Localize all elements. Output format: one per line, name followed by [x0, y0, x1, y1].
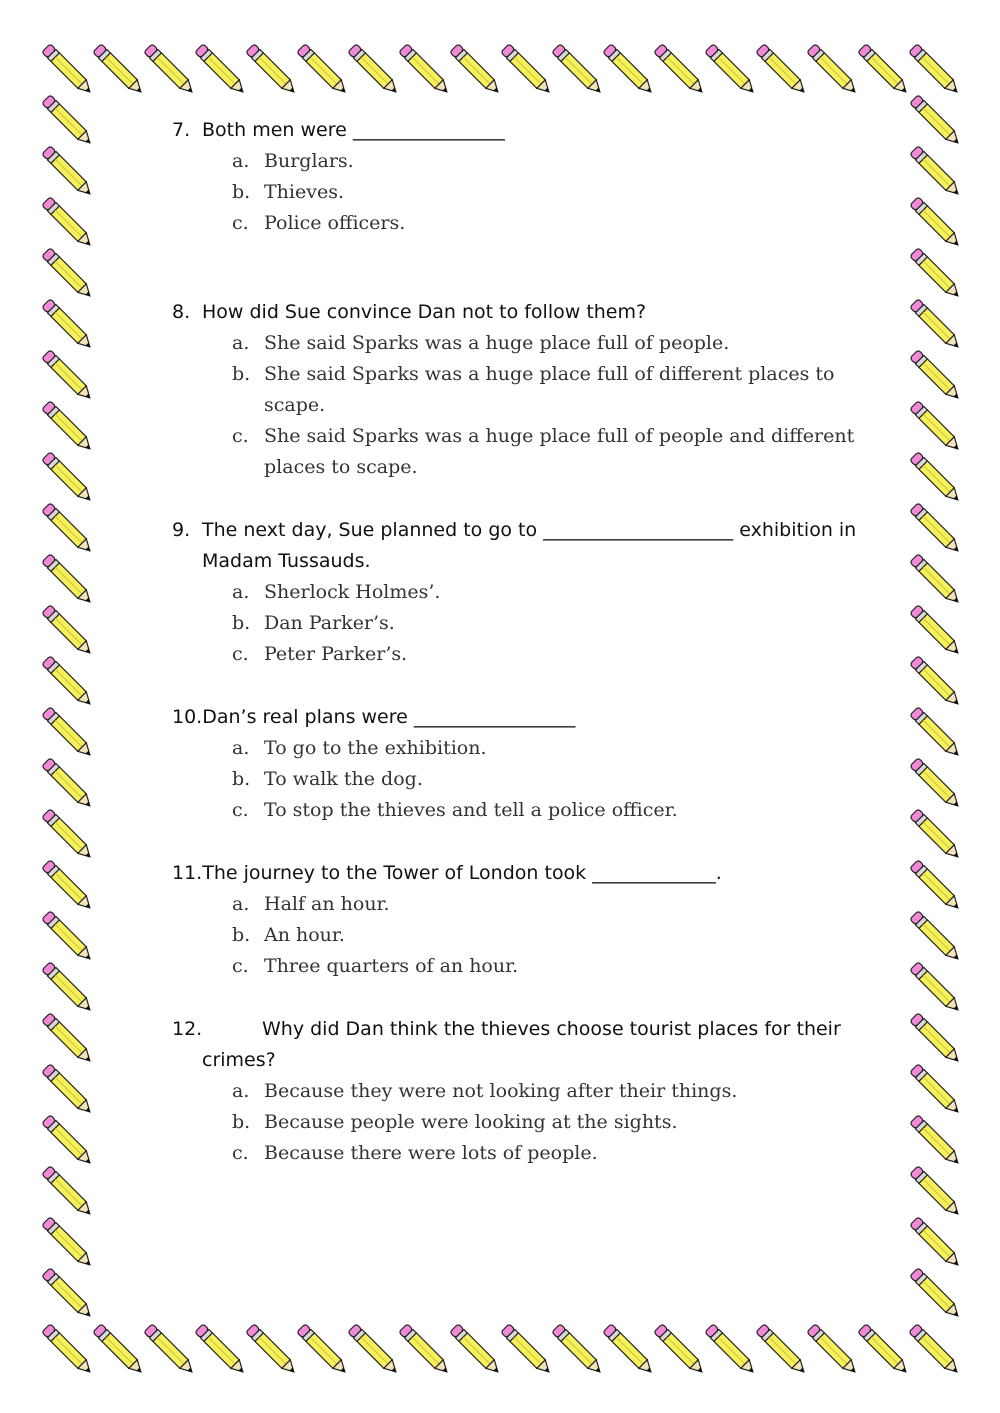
- question-12: [172, 1014, 862, 1169]
- option-c[interactable]: [232, 1138, 862, 1169]
- option-text: She said Sparks was a huge place full of different places to scape.: [264, 363, 835, 416]
- option-letter: b.: [232, 768, 251, 790]
- option-letter: b.: [232, 612, 251, 634]
- option-a[interactable]: [232, 146, 862, 177]
- pencil-icon: [499, 1322, 555, 1378]
- option-a[interactable]: [232, 889, 862, 920]
- question-number: 10.: [172, 706, 203, 728]
- pencil-icon: [40, 807, 96, 863]
- pencil-icon: [40, 399, 96, 455]
- pencil-icon: [40, 297, 96, 353]
- pencil-icon: [908, 93, 964, 149]
- option-c[interactable]: [232, 421, 862, 483]
- option-letter: a.: [232, 893, 250, 915]
- pencil-icon: [40, 705, 96, 761]
- pencil-icon: [703, 42, 759, 98]
- option-text: To stop the thieves and tell a police officer.: [264, 799, 678, 821]
- option-letter: c.: [232, 955, 249, 977]
- option-b[interactable]: [232, 764, 862, 795]
- option-text: Sherlock Holmes’.: [264, 581, 441, 603]
- pencil-icon: [550, 1322, 606, 1378]
- option-c[interactable]: [232, 208, 862, 239]
- pencil-icon: [40, 144, 96, 200]
- pencil-icon: [908, 756, 964, 812]
- option-text: Dan Parker’s.: [264, 612, 395, 634]
- pencil-icon: [908, 1266, 964, 1322]
- option-text: Because people were looking at the sights.: [264, 1111, 678, 1133]
- question-number: 12.: [172, 1018, 203, 1040]
- options-list: [172, 577, 862, 670]
- pencil-icon: [908, 1011, 964, 1067]
- pencil-icon: [908, 807, 964, 863]
- option-text: Because there were lots of people.: [264, 1142, 598, 1164]
- option-letter: b.: [232, 181, 251, 203]
- option-b[interactable]: [232, 920, 862, 951]
- pencil-icon: [397, 1322, 453, 1378]
- pencil-icon: [40, 93, 96, 149]
- option-text: To walk the dog.: [264, 768, 423, 790]
- pencil-icon: [40, 960, 96, 1016]
- option-b[interactable]: [232, 1107, 862, 1138]
- pencil-icon: [754, 1322, 810, 1378]
- options-list: [172, 1076, 862, 1169]
- pencil-icon: [40, 1215, 96, 1271]
- option-text: Burglars.: [264, 150, 354, 172]
- question-number: 11.: [172, 862, 203, 884]
- pencil-icon: [908, 1215, 964, 1271]
- pencil-icon: [908, 552, 964, 608]
- question-number: 7.: [172, 119, 191, 141]
- pencil-icon: [244, 42, 300, 98]
- question-text: Dan’s real plans were _________________: [202, 706, 576, 728]
- option-c[interactable]: [232, 951, 862, 982]
- option-text: She said Sparks was a huge place full of people.: [264, 332, 730, 354]
- pencil-icon: [40, 603, 96, 659]
- pencil-icon: [908, 960, 964, 1016]
- question-10: [172, 702, 862, 826]
- pencil-icon: [40, 42, 96, 98]
- question-9: [172, 515, 862, 670]
- option-letter: c.: [232, 799, 249, 821]
- pencil-icon: [40, 1062, 96, 1118]
- pencil-icon: [908, 909, 964, 965]
- option-letter: c.: [232, 643, 249, 665]
- pencil-icon: [908, 705, 964, 761]
- pencil-icon: [91, 42, 147, 98]
- option-text: Police officers.: [264, 212, 406, 234]
- question-text: How did Sue convince Dan not to follow them?: [202, 301, 647, 323]
- option-letter: a.: [232, 737, 250, 759]
- question-text: Why did Dan think the thieves choose tourist places for their crimes?: [202, 1018, 841, 1071]
- pencil-icon: [907, 42, 963, 98]
- option-letter: b.: [232, 924, 251, 946]
- options-list: [172, 733, 862, 826]
- pencil-icon: [40, 909, 96, 965]
- option-letter: b.: [232, 363, 251, 385]
- question-7: [172, 115, 862, 239]
- question-number: 8.: [172, 301, 191, 323]
- option-letter: a.: [232, 581, 250, 603]
- pencil-icon: [40, 501, 96, 557]
- option-text: Thieves.: [264, 181, 344, 203]
- option-text: An hour.: [264, 924, 345, 946]
- pencil-icon: [499, 42, 555, 98]
- option-b[interactable]: [232, 359, 862, 421]
- pencil-icon: [295, 42, 351, 98]
- question-8: [172, 297, 862, 483]
- pencil-icon: [142, 42, 198, 98]
- options-list: [172, 146, 862, 239]
- pencil-icon: [908, 450, 964, 506]
- questions-section: [172, 115, 862, 1169]
- pencil-icon: [397, 42, 453, 98]
- option-text: She said Sparks was a huge place full of people and different places to scape.: [264, 425, 855, 478]
- option-text: To go to the exhibition.: [264, 737, 487, 759]
- pencil-icon: [40, 450, 96, 506]
- option-letter: a.: [232, 150, 250, 172]
- pencil-icon: [908, 654, 964, 710]
- pencil-icon: [652, 42, 708, 98]
- option-letter: b.: [232, 1111, 251, 1133]
- pencil-icon: [40, 348, 96, 404]
- pencil-icon: [652, 1322, 708, 1378]
- option-text: Three quarters of an hour.: [264, 955, 519, 977]
- option-letter: a.: [232, 1080, 250, 1102]
- pencil-icon: [40, 552, 96, 608]
- option-letter: a.: [232, 332, 250, 354]
- option-text: Peter Parker’s.: [264, 643, 408, 665]
- pencil-icon: [908, 297, 964, 353]
- pencil-icon: [40, 1322, 96, 1378]
- option-b[interactable]: [232, 177, 862, 208]
- pencil-icon: [908, 399, 964, 455]
- pencil-icon: [805, 1322, 861, 1378]
- option-a[interactable]: [232, 577, 862, 608]
- pencil-icon: [40, 654, 96, 710]
- pencil-icon: [856, 1322, 912, 1378]
- option-c[interactable]: [232, 795, 862, 826]
- question-text: The next day, Sue planned to go to ____________________ exhibition in Madam Tussauds.: [202, 519, 857, 572]
- pencil-icon: [40, 1113, 96, 1169]
- pencil-icon: [295, 1322, 351, 1378]
- pencil-icon: [40, 246, 96, 302]
- pencil-icon: [601, 1322, 657, 1378]
- pencil-icon: [550, 42, 606, 98]
- option-a[interactable]: [232, 733, 862, 764]
- pencil-icon: [703, 1322, 759, 1378]
- pencil-icon: [908, 603, 964, 659]
- pencil-icon: [908, 1113, 964, 1169]
- option-a[interactable]: [232, 1076, 862, 1107]
- option-letter: c.: [232, 212, 249, 234]
- option-letter: c.: [232, 425, 249, 447]
- options-list: [172, 889, 862, 982]
- question-text: The journey to the Tower of London took _____________.: [202, 862, 722, 884]
- pencil-icon: [908, 246, 964, 302]
- pencil-icon: [40, 195, 96, 251]
- pencil-icon: [193, 42, 249, 98]
- option-text: Half an hour.: [264, 893, 390, 915]
- pencil-icon: [601, 42, 657, 98]
- pencil-icon: [908, 144, 964, 200]
- pencil-icon: [805, 42, 861, 98]
- question-11: [172, 858, 862, 982]
- pencil-icon: [40, 858, 96, 914]
- pencil-icon: [91, 1322, 147, 1378]
- pencil-icon: [908, 348, 964, 404]
- option-b[interactable]: [232, 608, 862, 639]
- pencil-icon: [346, 42, 402, 98]
- pencil-icon: [856, 42, 912, 98]
- pencil-icon: [754, 42, 810, 98]
- pencil-icon: [193, 1322, 249, 1378]
- option-letter: c.: [232, 1142, 249, 1164]
- pencil-icon: [142, 1322, 198, 1378]
- pencil-icon: [907, 1322, 963, 1378]
- option-c[interactable]: [232, 639, 862, 670]
- question-text: Both men were ________________: [202, 119, 505, 141]
- pencil-icon: [244, 1322, 300, 1378]
- pencil-icon: [40, 1011, 96, 1067]
- pencil-icon: [908, 1164, 964, 1220]
- pencil-icon: [908, 858, 964, 914]
- pencil-icon: [908, 501, 964, 557]
- pencil-icon: [908, 195, 964, 251]
- option-a[interactable]: [232, 328, 862, 359]
- pencil-icon: [40, 756, 96, 812]
- question-number: 9.: [172, 519, 191, 541]
- pencil-icon: [40, 1266, 96, 1322]
- pencil-icon: [448, 42, 504, 98]
- options-list: [172, 328, 862, 483]
- option-text: Because they were not looking after their things.: [264, 1080, 738, 1102]
- pencil-icon: [40, 1164, 96, 1220]
- pencil-icon: [908, 1062, 964, 1118]
- pencil-icon: [448, 1322, 504, 1378]
- pencil-icon: [346, 1322, 402, 1378]
